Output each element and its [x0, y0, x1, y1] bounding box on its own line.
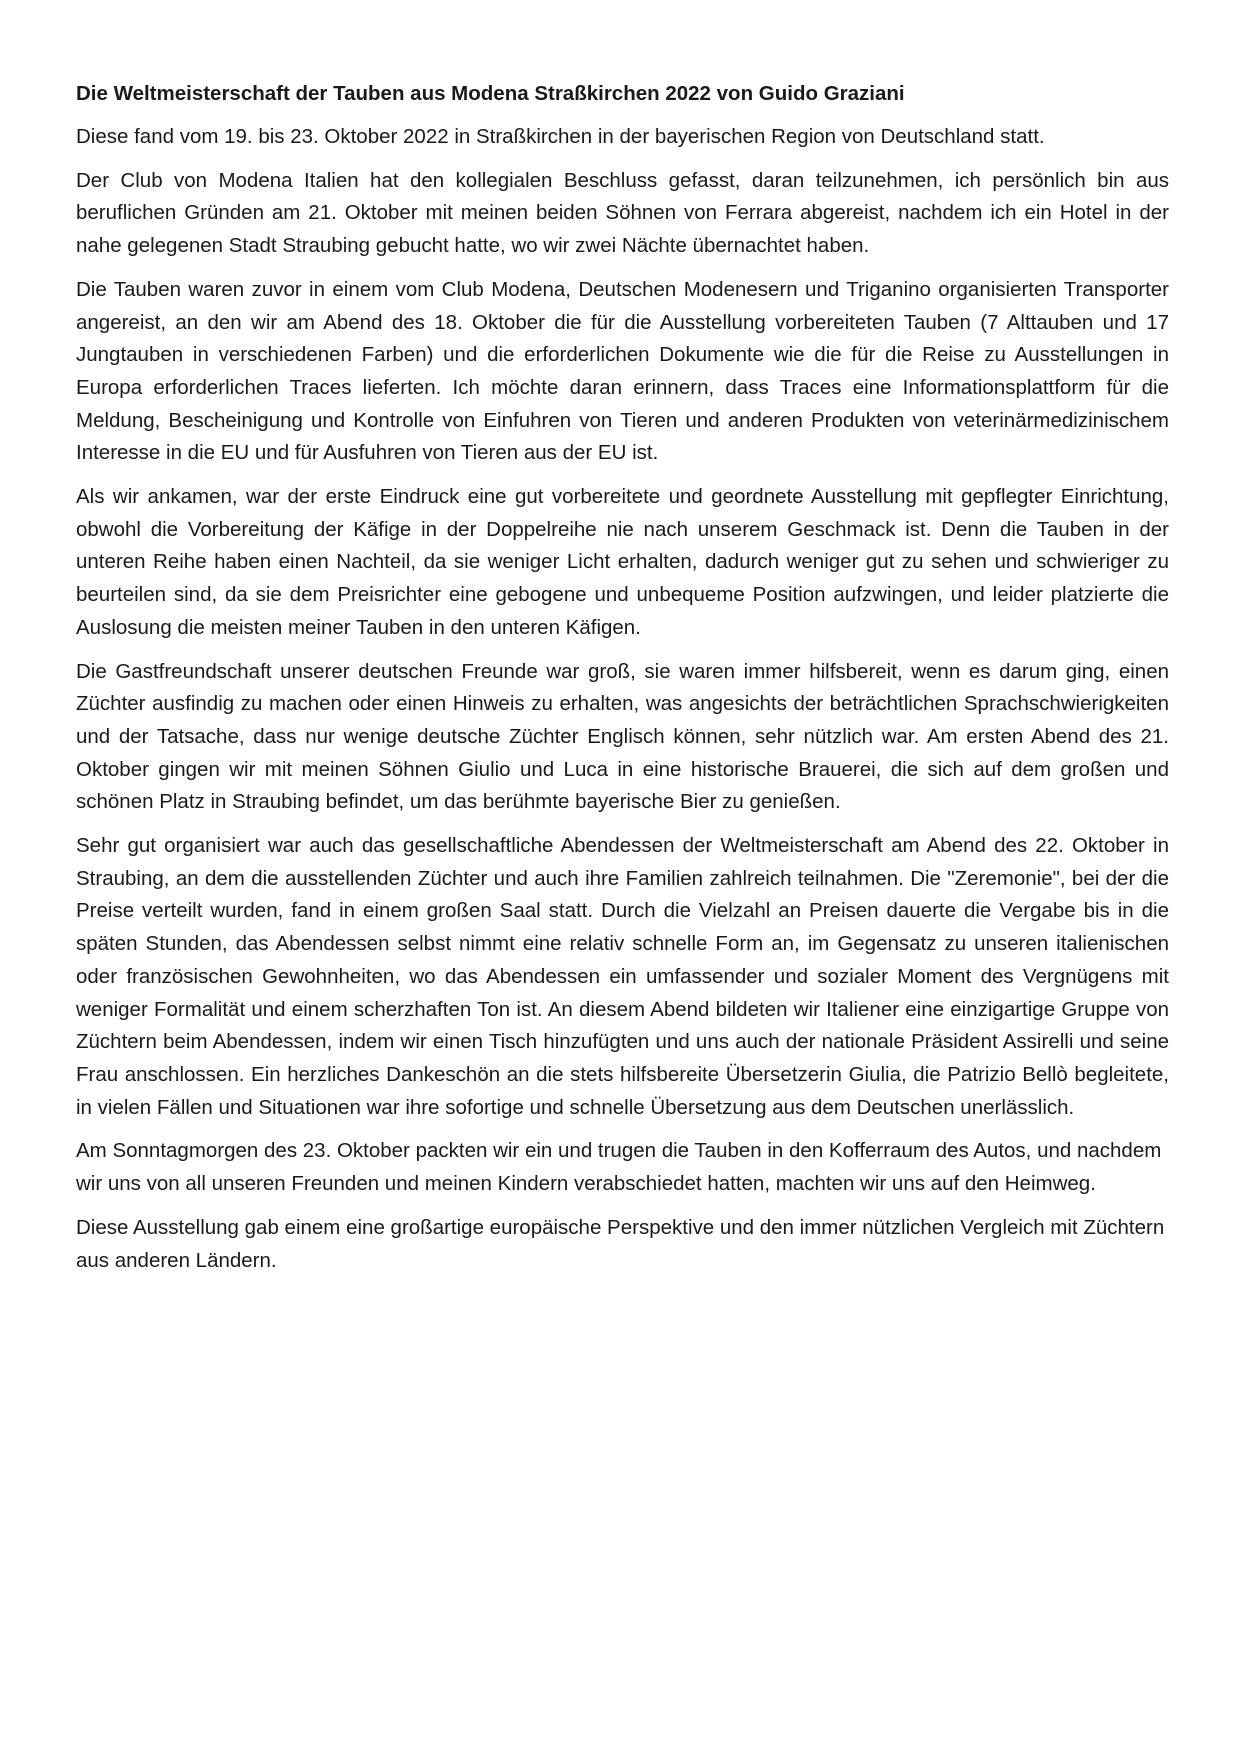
paragraph-conclusion: Diese Ausstellung gab einem eine großartige europäische Perspektive und den immer nützlichen Vergleich mit Züchtern aus anderen Ländern. — [76, 1215, 1165, 1272]
paragraph-departure: Am Sonntagmorgen des 23. Oktober packten wir ein und trugen die Tauben in den Kofferraum des Autos, und nachdem wir uns von all unseren Freunden und meinen Kindern verabschiedet hatten, machten wir uns auf den Heimweg. — [76, 1139, 1162, 1196]
paragraph-club-decision: Der Club von Modena Italien hat den kollegialen Beschluss gefasst, daran teilzunehmen, ich persönlich bin aus beruflichen Gründen am 21. Oktober mit meinen beiden Söhnen von Ferrara abgereist, nachdem ich ein Hotel in der nahe gelegenen Stadt Straubing gebucht hatte, wo wir zwei Nächte übernachtet haben. — [76, 168, 1169, 258]
paragraph-transport: Die Tauben waren zuvor in einem vom Club Modena, Deutschen Modenesern und Triganino organisierten Transporter angereist, an den wir am Abend des 18. Oktober die für die Ausstellung vorbereiteten Tauben (7 Alttauben und 17 Jungtauben in verschiedenen Farben) und die erforderlichen Dokumente wie die für die Reise zu Ausstellungen in Europa erforderlichen Traces lieferten. Ich möchte daran erinnern, dass Traces eine Informationsplattform für die Meldung, Bescheinigung und Kontrolle von Einfuhren von Tieren und anderen Produkten von veterinärmedizinischem Interesse in die EU und für Ausfuhren von Tieren aus der EU ist. — [76, 277, 1169, 465]
paragraph-intro: Diese fand vom 19. bis 23. Oktober 2022 in Straßkirchen in der bayerischen Region von Deutschland statt. — [76, 125, 1045, 148]
paragraph-hospitality: Die Gastfreundschaft unserer deutschen Freunde war groß, sie waren immer hilfsbereit, wenn es darum ging, einen Züchter ausfindig zu machen oder einen Hinweis zu erhalten, was angesichts der beträchtlichen Sprachschwierigkeiten und der Tatsache, dass nur wenige deutsche Züchter Englisch können, sehr nützlich war. Am ersten Abend des 21. Oktober gingen wir mit meinen Söhnen Giulio und Luca in eine historische Brauerei, die sich auf dem großen und schönen Platz in Straubing befindet, um das berühmte bayerische Bier zu genießen. — [76, 659, 1169, 814]
paragraph-first-impression: Als wir ankamen, war der erste Eindruck eine gut vorbereitete und geordnete Ausstellung mit gepflegter Einrichtung, obwohl die Vorbereitung der Käfige in der Doppelreihe nie nach unserem Geschmack ist. Denn die Tauben in der unteren Reihe haben einen Nachteil, da sie weniger Licht erhalten, dadurch weniger gut zu sehen und schwieriger zu beurteilen sind, da sie dem Preisrichter eine gebogene und unbequeme Position aufzwingen, und leider platzierte die Auslosung die meisten meiner Tauben in den unteren Käfigen. — [76, 485, 1169, 639]
paragraph-dinner: Sehr gut organisiert war auch das gesellschaftliche Abendessen der Weltmeisterschaft am Abend des 22. Oktober in Straubing, an dem die ausstellenden Züchter und auch ihre Familien zahlreich teilnahmen. Die "Zeremonie", bei der die Preise verteilt wurden, fand in einem großen Saal statt. Durch die Vielzahl an Preisen dauerte die Vergabe bis in die späten Stunden, das Abendessen selbst nimmt eine relativ schnelle Form an, im Gegensatz zu unseren italienischen oder französischen Gewohnheiten, wo das Abendessen ein umfassender und sozialer Moment des Vergnügens mit weniger Formalität und einem scherzhaften Ton ist. An diesem Abend bildeten wir Italiener eine einzigartige Gruppe von Züchtern beim Abendessen, indem wir einen Tisch hinzufügten und uns auch der nationale Präsident Assirelli und seine Frau anschlossen. Ein herzliches Dankeschön an die stets hilfsbereite Übersetzerin Giulia, die Patrizio Bellò begleitete, in vielen Fällen und Situationen war ihre sofortige und schnelle Übersetzung aus dem Deutschen unerlässlich. — [76, 834, 1169, 1119]
document-title: Die Weltmeisterschaft der Tauben aus Modena Straßkirchen 2022 von Guido Graziani — [76, 82, 905, 105]
document-page — [76, 78, 1169, 1288]
